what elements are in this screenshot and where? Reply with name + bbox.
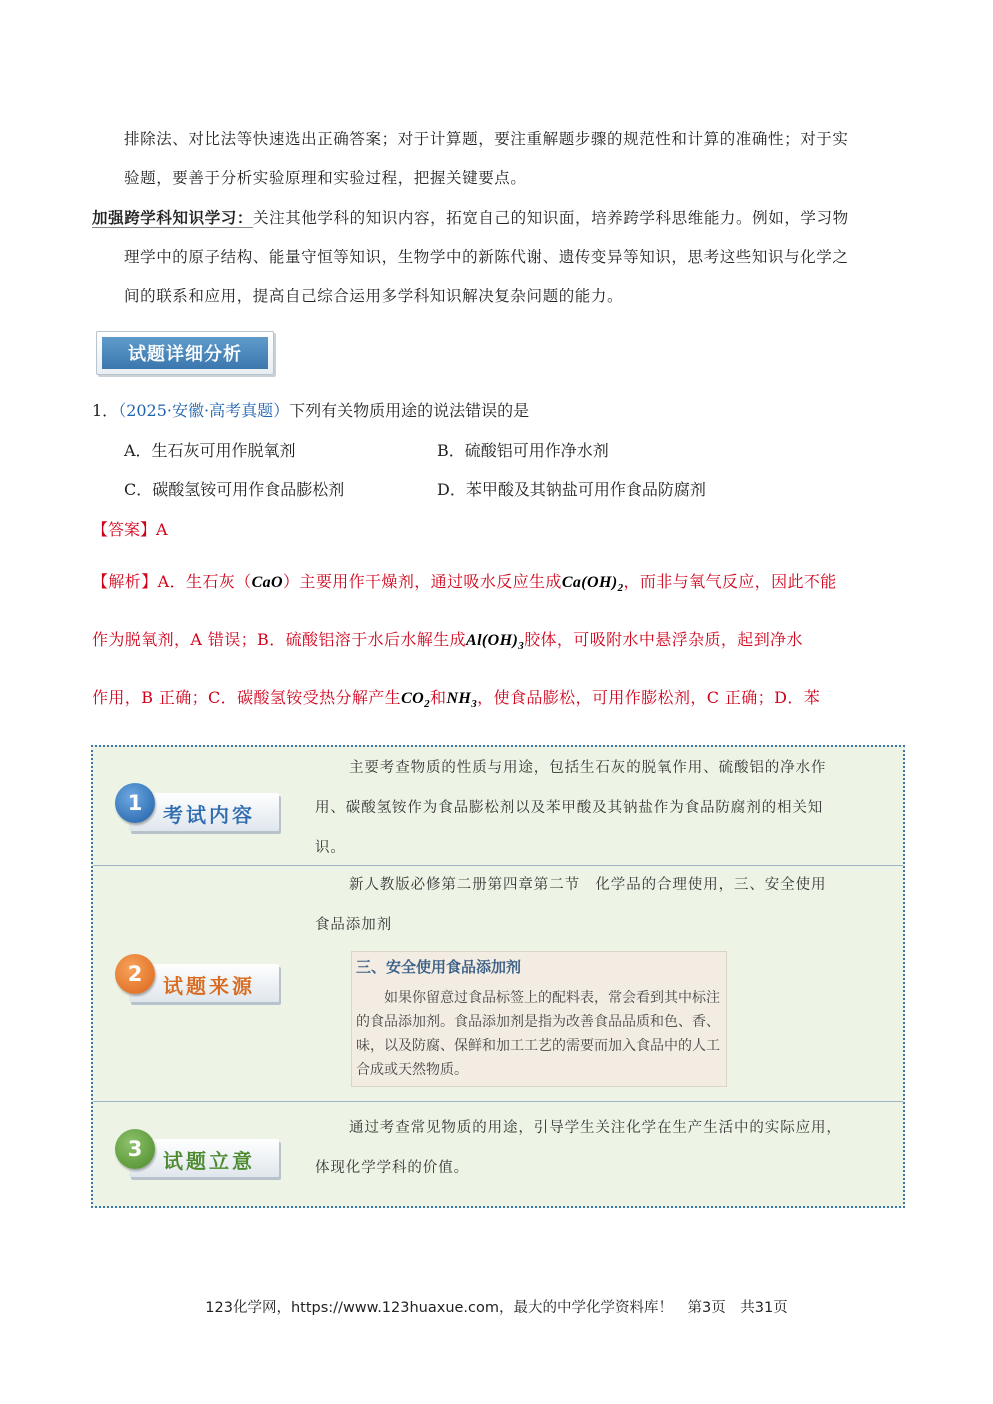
info-line: 食品添加剂	[315, 917, 392, 933]
info-line: 识。	[315, 840, 346, 856]
option-b: B．硫酸铝可用作净水剂	[437, 441, 609, 460]
formula-subscript: 2	[424, 698, 431, 711]
tab-label: 试题立意	[163, 1149, 255, 1173]
textbook-excerpt-image	[351, 951, 727, 1087]
formula-main: Al(OH)	[466, 632, 519, 650]
tab-label: 试题来源	[163, 974, 255, 998]
strategy-line: 排除法、对比法等快速选出正确答案；对于计算题，要注重解题步骤的规范性和计算的准确性；对于实	[124, 130, 849, 148]
question-source: （2025·安徽·高考真题）	[118, 401, 290, 420]
strategy-line: 关注其他学科的知识内容，拓宽自己的知识面，培养跨学科思维能力。例如，学习物	[253, 209, 849, 227]
textbook-title: 三、安全使用食品添加剂	[356, 958, 522, 976]
info-row-intent	[93, 1101, 903, 1206]
section-heading	[96, 331, 274, 375]
info-line: 新人教版必修第二册第四章第二节 化学品的合理使用，三、安全使用	[349, 877, 827, 893]
strategy-line: 间的联系和应用，提高自己综合运用多学科知识解决复杂问题的能力。	[124, 287, 624, 305]
analysis-text: ，而非与氧气反应，因此不能	[623, 572, 837, 591]
option-a: A．生石灰可用作脱氧剂	[124, 441, 296, 460]
formula-main: NH	[446, 690, 472, 708]
question-stem	[92, 398, 529, 421]
info-line: 体现化学学科的价值。	[315, 1160, 469, 1176]
strategy-line: 验题，要善于分析实验原理和实验过程，把握关键要点。	[124, 169, 527, 187]
info-text	[315, 865, 891, 945]
formula-caoh2	[561, 574, 624, 595]
option-d: D．苯甲酸及其钠盐可用作食品防腐剂	[437, 480, 706, 499]
analysis-text: 作用，B 正确；C．碳酸氢铵受热分解产生	[92, 688, 402, 708]
answer: 【答案】A	[92, 520, 168, 539]
info-line: 用、碳酸氢铵作为食品膨松剂以及苯甲酸及其钠盐作为食品防腐剂的相关知	[315, 800, 824, 816]
question-number: 1．	[92, 401, 119, 420]
formula-subscript: 2	[617, 582, 624, 595]
analysis-text: ）主要用作干燥剂，通过吸水反应生成	[283, 572, 562, 591]
textbook-body: 如果你留意过食品标签上的配料表，常会看到其中标注的食品添加剂。食品添加剂是指为改善食品品质和色、香、味，以及防腐、保鲜和加工工艺的需要而加入食品中的人工合成或天然物质。	[356, 990, 720, 1078]
analysis-text: 和	[430, 688, 447, 708]
question-text: 下列有关物质用途的说法错误的是	[289, 401, 530, 420]
analysis-text: 胶体，可吸附水中悬浮杂质，起到净水	[524, 630, 803, 650]
page-footer: 123化学网，https://www.123huaxue.com，最大的中学化学资料库！ 第3页 共31页	[205, 1300, 788, 1316]
analysis-text: 作为脱氧剂，A 错误；B．硫酸铝溶于水后水解生成	[92, 630, 466, 650]
strategy-item-interdisciplinary	[92, 198, 904, 316]
info-text	[315, 1108, 891, 1188]
formula-aloh3	[466, 632, 525, 653]
formula-main: Ca(OH)	[561, 574, 618, 591]
info-text	[315, 748, 891, 868]
formula-cao: CaO	[251, 574, 284, 591]
option-c: C．碳酸氢铵可用作食品膨松剂	[124, 480, 345, 499]
info-line: 通过考查常见物质的用途，引导学生关注化学在生产生活中的实际应用，	[349, 1120, 842, 1136]
formula-subscript: 3	[518, 640, 525, 653]
formula-co2	[401, 690, 431, 711]
strategy-continuation	[124, 120, 904, 198]
analysis-text: ，使食品膨松，可用作膨松剂，C 正确；D．苯	[477, 688, 821, 708]
info-tab	[115, 1127, 279, 1175]
info-line: 主要考查物质的性质与用途，包括生石灰的脱氧作用、硫酸铝的净水作	[349, 760, 827, 776]
tab-number: 2	[115, 954, 155, 994]
strategy-item-title: 加强跨学科知识学习：	[92, 208, 254, 227]
info-tab	[115, 781, 279, 829]
info-box	[91, 745, 905, 1208]
tab-number: 3	[115, 1129, 155, 1169]
tab-label: 考试内容	[163, 803, 255, 827]
formula-nh3	[446, 690, 478, 711]
analysis-label: 【解析】	[92, 572, 158, 591]
formula-main: CO	[401, 690, 425, 708]
formula-subscript: 3	[471, 698, 478, 711]
info-row-exam-content	[93, 747, 903, 866]
section-title: 试题详细分析	[102, 337, 268, 369]
strategy-line: 理学中的原子结构、能量守恒等知识，生物学中的新陈代谢、遗传变异等知识，思考这些知识与化学之	[124, 248, 849, 266]
tab-number: 1	[115, 783, 155, 823]
analysis-text: A．生石灰（	[157, 572, 252, 591]
info-row-source	[93, 865, 903, 1102]
info-tab	[115, 952, 279, 1000]
